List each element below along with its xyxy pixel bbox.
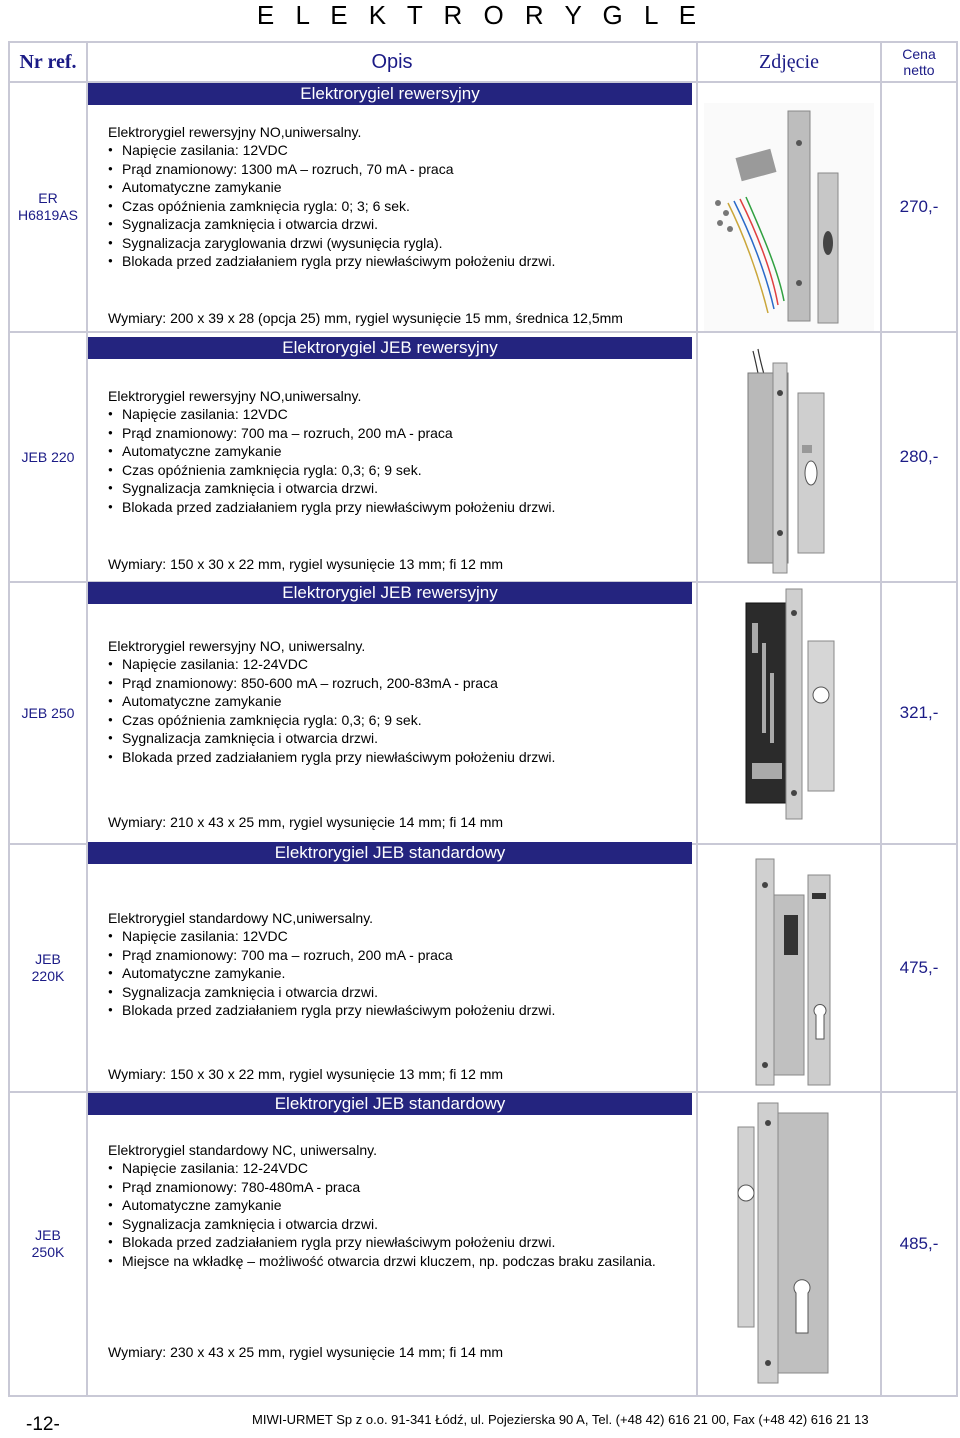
product-intro: Elektrorygiel standardowy NC,uniwersalny. <box>108 910 374 926</box>
product-table <box>8 41 958 1397</box>
feature-item: ● Blokada przed zadziałaniem rygla przy niewłaściwym położeniu drzwi. <box>108 1233 668 1252</box>
header-ref: Nr ref. <box>9 42 87 82</box>
product-row <box>9 582 957 844</box>
product-description <box>87 582 697 862</box>
feature-item: ● Prąd znamionowy: 700 ma – rozruch, 200 mA - praca <box>108 946 668 965</box>
feature-item: ● Prąd znamionowy: 850-600 mA – rozruch, 200-83mA - praca <box>108 674 668 693</box>
page-title: E L E K T R O R Y G L E <box>256 0 704 30</box>
feature-item: ● Napięcie zasilania: 12-24VDC <box>108 1159 668 1178</box>
feature-list <box>108 655 668 766</box>
product-price: 475,- <box>881 844 957 1092</box>
product-row <box>9 844 957 1092</box>
product-price: 485,- <box>881 1092 957 1396</box>
feature-item: ● Prąd znamionowy: 780-480mA - praca <box>108 1178 668 1197</box>
feature-item: ● Napięcie zasilania: 12-24VDC <box>108 655 668 674</box>
feature-item: ● Prąd znamionowy: 700 ma – rozruch, 200 mA - praca <box>108 424 668 443</box>
product-photo <box>697 332 881 582</box>
section-band: Elektrorygiel rewersyjny <box>88 83 692 105</box>
feature-item: ● Miejsce na wkładkę – możliwość otwarcia drzwi kluczem, np. podczas braku zasilania. <box>108 1252 668 1271</box>
product-photo <box>697 844 881 1092</box>
section-band: Elektrorygiel JEB rewersyjny <box>88 337 692 359</box>
feature-item: ● Blokada przed zadziałaniem rygla przy niewłaściwym położeniu drzwi. <box>108 252 668 271</box>
feature-item: ● Napięcie zasilania: 12VDC <box>108 141 668 160</box>
feature-item: ● Sygnalizacja zamknięcia i otwarcia drzwi. <box>108 215 668 234</box>
product-dimensions: Wymiary: 150 x 30 x 22 mm, rygiel wysunięcie 13 mm; fi 12 mm <box>108 556 504 572</box>
product-description <box>87 1092 697 1396</box>
feature-item: ● Sygnalizacja zamknięcia i otwarcia drzwi. <box>108 983 668 1002</box>
feature-item: ● Sygnalizacja zamknięcia i otwarcia drzwi. <box>108 729 668 748</box>
feature-item: ● Sygnalizacja zaryglowania drzwi (wysunięcia rygla). <box>108 234 668 253</box>
product-intro: Elektrorygiel rewersyjny NO, uniwersalny. <box>108 638 366 654</box>
feature-item: ● Sygnalizacja zamknięcia i otwarcia drzwi. <box>108 1215 668 1234</box>
feature-item: ● Sygnalizacja zamknięcia i otwarcia drzwi. <box>108 479 668 498</box>
product-dimensions: Wymiary: 210 x 43 x 25 mm, rygiel wysunięcie 14 mm; fi 14 mm <box>108 814 504 830</box>
product-description <box>87 82 697 357</box>
product-description <box>87 332 697 602</box>
product-intro: Elektrorygiel standardowy NC, uniwersalny. <box>108 1142 377 1158</box>
jeb-250-bolt-photo <box>698 583 881 844</box>
section-band: Elektrorygiel JEB standardowy <box>88 1093 692 1115</box>
lock-with-wires-and-strike-photo <box>698 83 881 332</box>
feature-item: ● Automatyczne zamykanie <box>108 1196 668 1215</box>
table-header <box>9 42 957 82</box>
feature-item: ● Czas opóźnienia zamknięcia rygla: 0,3; 6; 9 sek. <box>108 711 668 730</box>
feature-item: ● Blokada przed zadziałaniem rygla przy niewłaściwym położeniu drzwi. <box>108 1001 668 1020</box>
jeb-220k-bolt-photo <box>698 845 881 1092</box>
feature-list <box>108 1159 668 1270</box>
product-price: 270,- <box>881 82 957 332</box>
header-opis: Opis <box>87 42 697 82</box>
product-row <box>9 1092 957 1396</box>
feature-item: ● Napięcie zasilania: 12VDC <box>108 405 668 424</box>
product-dimensions: Wymiary: 150 x 30 x 22 mm, rygiel wysunięcie 13 mm; fi 12 mm <box>108 1066 504 1082</box>
product-intro: Elektrorygiel rewersyjny NO,uniwersalny. <box>108 124 362 140</box>
product-dimensions: Wymiary: 230 x 43 x 25 mm, rygiel wysunięcie 14 mm; fi 14 mm <box>108 1344 504 1360</box>
feature-item: ● Czas opóźnienia zamknięcia rygla: 0,3; 6; 9 sek. <box>108 461 668 480</box>
product-photo <box>697 82 881 332</box>
feature-item: ● Automatyczne zamykanie <box>108 178 668 197</box>
section-band: Elektrorygiel JEB rewersyjny <box>88 582 692 604</box>
product-photo <box>697 582 881 844</box>
feature-list <box>108 927 668 1020</box>
page-number: -12- <box>26 1414 60 1435</box>
company-address: MIWI-URMET Sp z o.o. 91-341 Łódź, ul. Pojezierska 90 A, Tel. (+48 42) 616 21 00, Fax (+48 42) 616 21 13 <box>252 1412 869 1427</box>
product-ref: JEB 220K <box>9 844 87 1092</box>
product-dimensions: Wymiary: 200 x 39 x 28 (opcja 25) mm, rygiel wysunięcie 15 mm, średnica 12,5mm <box>108 310 623 326</box>
product-row <box>9 332 957 582</box>
feature-list <box>108 405 668 516</box>
product-description <box>87 844 697 1113</box>
feature-item: ● Blokada przed zadziałaniem rygla przy niewłaściwym położeniu drzwi. <box>108 748 668 767</box>
feature-item: ● Czas opóźnienia zamknięcia rygla: 0; 3; 6 sek. <box>108 197 668 216</box>
product-row <box>9 82 957 332</box>
feature-list <box>108 141 668 271</box>
jeb-250k-bolt-photo <box>698 1093 881 1396</box>
feature-item: ● Automatyczne zamykanie <box>108 442 668 461</box>
header-zdjecie: Zdjęcie <box>697 42 881 82</box>
product-price: 321,- <box>881 582 957 844</box>
product-ref: JEB 250K <box>9 1092 87 1396</box>
product-price: 280,- <box>881 332 957 582</box>
product-intro: Elektrorygiel rewersyjny NO,uniwersalny. <box>108 388 362 404</box>
product-photo <box>697 1092 881 1396</box>
jeb-220-bolt-photo <box>698 333 881 582</box>
product-ref: JEB 220 <box>9 332 87 582</box>
feature-item: ● Prąd znamionowy: 1300 mA – rozruch, 70 mA - praca <box>108 160 668 179</box>
section-band: Elektrorygiel JEB standardowy <box>88 842 692 864</box>
product-ref: ER H6819AS <box>9 82 87 332</box>
feature-item: ● Napięcie zasilania: 12VDC <box>108 927 668 946</box>
header-cena: Cena netto <box>881 42 957 82</box>
feature-item: ● Automatyczne zamykanie <box>108 692 668 711</box>
feature-item: ● Blokada przed zadziałaniem rygla przy niewłaściwym położeniu drzwi. <box>108 498 668 517</box>
feature-item: ● Automatyczne zamykanie. <box>108 964 668 983</box>
product-ref: JEB 250 <box>9 582 87 844</box>
